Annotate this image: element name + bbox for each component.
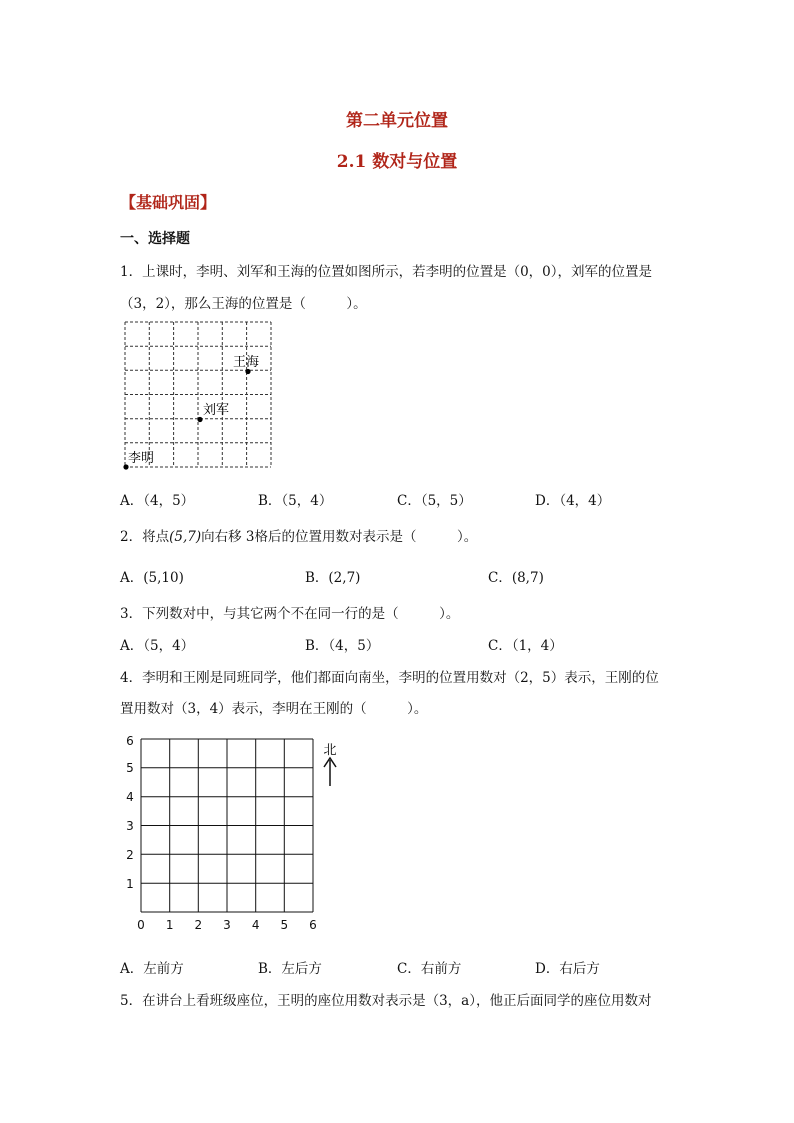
q4-line2: 置用数对（3，4）表示，李明在王刚的（ ）。 xyxy=(120,701,428,717)
q1-grid-figure xyxy=(118,318,278,472)
q4-option-c: C．右前方 xyxy=(397,961,462,977)
q4-option-a: A．左前方 xyxy=(120,961,184,977)
x-tick-1: 1 xyxy=(165,918,174,932)
q3-line1: 3．下列数对中，与其它两个不在同一行的是（ ）。 xyxy=(120,606,460,622)
liu-jun-label: 刘军 xyxy=(203,403,230,418)
q1-option-b: B．（5，4） xyxy=(258,493,333,509)
page-title: 第二单元位置 xyxy=(346,111,448,131)
q4-grid-lines xyxy=(141,739,313,912)
y-tick-5: 5 xyxy=(126,761,134,775)
q3-option-a: A．（5，4） xyxy=(120,638,195,654)
q4-option-b: B．左后方 xyxy=(258,961,322,977)
y-tick-4: 4 xyxy=(126,790,134,804)
x-tick-0: 0 xyxy=(137,918,145,932)
x-tick-4: 4 xyxy=(251,918,260,932)
q1-option-a: A．（4，5） xyxy=(120,493,195,509)
q4-grid-figure xyxy=(118,730,348,936)
q1-line1: 1．上课时，李明、刘军和王海的位置如图所示，若李明的位置是（0，0），刘军的位置是 xyxy=(120,264,653,280)
q2-text-a: 2．将点 xyxy=(120,529,170,545)
q3-option-b: B．（4，5） xyxy=(305,638,380,654)
q1-option-c: C．（5，5） xyxy=(397,493,472,509)
q3-option-c: C．（1，4） xyxy=(488,638,563,654)
q2-option-c: C．(8,7) xyxy=(488,570,544,586)
q2-line1 xyxy=(120,525,477,545)
y-tick-6: 6 xyxy=(126,734,134,748)
x-tick-6: 6 xyxy=(309,918,317,932)
liu-jun-point xyxy=(197,417,202,422)
q1-grid-lines xyxy=(125,322,271,467)
x-tick-2: 2 xyxy=(194,918,203,932)
section-heading: 【基础巩固】 xyxy=(120,193,217,212)
q4-line1: 4．李明和王刚是同班同学，他们都面向南坐，李明的位置用数对（2，5）表示，王刚的位 xyxy=(120,670,659,686)
q1-option-d: D．（4，4） xyxy=(535,493,611,509)
x-tick-3: 3 xyxy=(223,918,231,932)
q2-point: (5,7) xyxy=(169,529,202,545)
q2-option-b: B．(2,7) xyxy=(305,570,361,586)
question-type-heading: 一、选择题 xyxy=(120,231,190,247)
q1-line2: （3，2），那么王海的位置是（ ）。 xyxy=(120,296,367,312)
y-tick-3: 3 xyxy=(126,819,134,833)
page-subtitle: 2.1 数对与位置 xyxy=(336,152,458,172)
q4-option-d: D．右后方 xyxy=(535,961,600,977)
y-tick-2: 2 xyxy=(126,848,134,862)
x-tick-5: 5 xyxy=(280,918,289,932)
q5-line1: 5．在讲台上看班级座位，王明的座位用数对表示是（3，a），他正后面同学的座位用数对 xyxy=(120,993,652,1009)
north-label: 北 xyxy=(323,743,337,758)
north-arrow-icon xyxy=(324,758,336,786)
wang-hai-label: 王海 xyxy=(233,355,260,370)
li-ming-label: 李明 xyxy=(128,451,155,466)
q2-option-a: A．(5,10) xyxy=(120,570,184,586)
y-tick-1: 1 xyxy=(126,877,134,891)
q2-text-b: 向右移 3格后的位置用数对表示是（ ）。 xyxy=(201,529,478,545)
